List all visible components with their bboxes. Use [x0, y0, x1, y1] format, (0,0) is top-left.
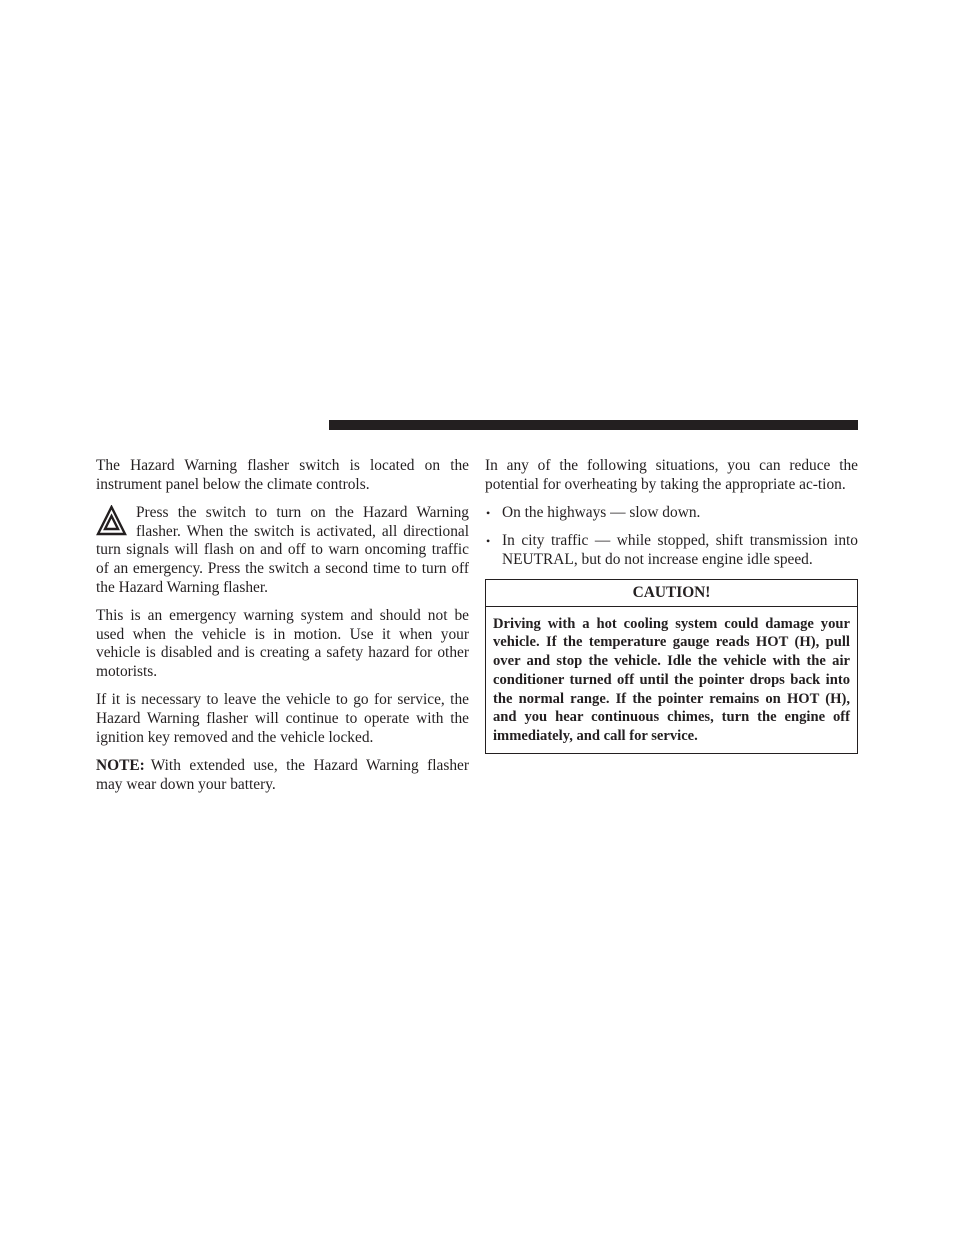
service-paragraph: If it is necessary to leave the vehicle to go for service, the Hazard Warning flasher will continue to operate with the ignition key removed and the vehicle locked. — [96, 691, 469, 746]
hazard-intro-paragraph: The Hazard Warning flasher switch is located on the instrument panel below the climate controls. — [96, 457, 469, 493]
note-label: NOTE: — [96, 756, 145, 774]
emergency-paragraph: This is an emergency warning system and should not be used when the vehicle is in motion. Use it when your vehicle is disabled and is creating a safety hazard for other motorists. — [96, 606, 469, 681]
hazard-switch-paragraph — [96, 504, 469, 598]
overheating-bullet-list — [485, 504, 858, 570]
note-text: With extended use, the Hazard Warning flasher may wear down your battery. — [96, 756, 469, 793]
caution-title: CAUTION! — [486, 580, 857, 607]
right-column — [485, 457, 858, 754]
bullet-icon: • — [486, 505, 491, 520]
list-item — [485, 532, 858, 569]
note-paragraph — [96, 757, 469, 794]
left-column — [96, 457, 469, 804]
overheating-intro-paragraph: In any of the following situations, you can reduce the potential for overheating by taking the appropriate ac-tion. — [485, 457, 858, 493]
bullet-text: In city traffic — while stopped, shift transmission into NEUTRAL, but do not increase engine idle speed. — [502, 532, 858, 568]
bullet-icon: • — [486, 534, 491, 549]
caution-box — [485, 579, 858, 754]
hazard-switch-text: Press the switch to turn on the Hazard Warning flasher. When the switch is activated, all directional turn signals will flash on and off to warn oncoming traffic of an emergency. Press the switch a second time to turn off the Hazard Warning flasher. — [96, 503, 469, 596]
caution-body: Driving with a hot cooling system could damage your vehicle. If the temperature gauge reads HOT (H), pull over and stop the vehicle. Idle the vehicle with the air conditioner turned off until the pointer drops back into the normal range. If the pointer remains on HOT (H), and you hear continuous chimes, turn the engine off immediately, and call for service. — [493, 615, 850, 744]
header-rule — [329, 420, 858, 430]
hazard-triangle-icon — [96, 505, 127, 539]
list-item — [485, 504, 858, 523]
bullet-text: On the highways — slow down. — [502, 503, 701, 521]
